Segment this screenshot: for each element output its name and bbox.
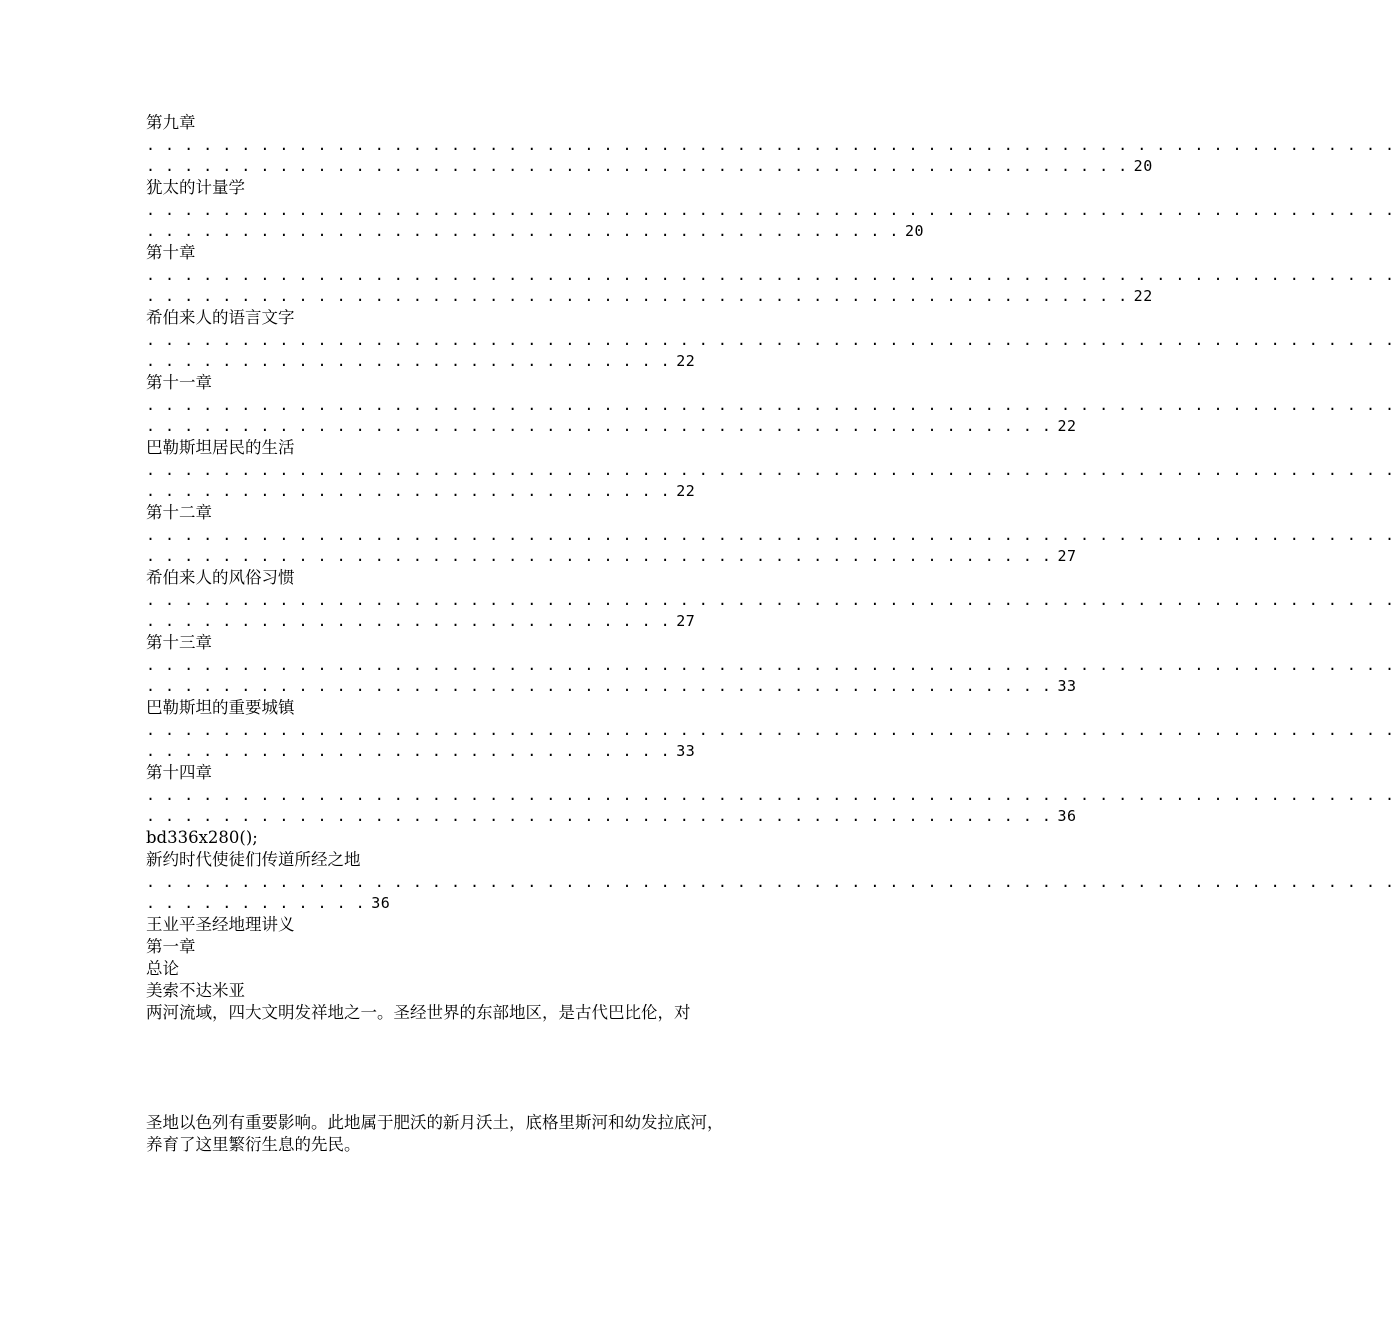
toc-entry-title: 新约时代使徒们传道所经之地 <box>146 850 361 869</box>
toc-page-number: 22 <box>1057 417 1077 435</box>
toc-page-number: 33 <box>676 742 696 760</box>
toc-leader-dots: . . . . . . . . . . . . . . . . . . . . . . . . . . . . . . . . . . . . . . . . . . . . . . . . . . . . . . . . . . . . . . . . . . <box>146 331 1395 349</box>
toc-entry <box>146 502 1395 567</box>
toc-entry-title: 巴勒斯坦的重要城镇 <box>146 698 295 717</box>
toc-entry-title: 第十章 <box>146 243 196 262</box>
toc-entry <box>146 242 1395 307</box>
toc-leader-dots: . . . . . . . . . . . . . . . . . . . . . . . . . . . . . . . . . . . . . . . . . . . . . . . . . . . . . . . . . . . . . . . . . . <box>146 201 1395 219</box>
toc-leader-line: . . . . . . . . . . . . . . . . . . . . . . . . . . . . . . . . . . . . . . . . . . . . . . . . 33 <box>146 677 1077 695</box>
toc-page-number: 20 <box>904 222 924 240</box>
table-of-contents <box>146 112 1395 827</box>
toc-entry <box>146 697 1395 762</box>
toc-leader-line: . . . . . . . . . . . . . . . . . . . . . . . . . . . . . . . . . . . . . . . . . . . . . . . . 27 <box>146 547 1077 565</box>
ad-code-text: bd336x280(); <box>146 828 258 847</box>
toc-entry <box>146 112 1395 177</box>
toc-leader-line: . . . . . . . . . . . . . . . . . . . . . . . . . . . . 22 <box>146 352 696 370</box>
toc-entry <box>146 177 1395 242</box>
toc-entry <box>146 372 1395 437</box>
toc-page-number: 22 <box>676 482 696 500</box>
book-title: 王业平圣经地理讲义 <box>146 915 295 934</box>
toc-leader-dots: . . . . . . . . . . . . . . . . . . . . . . . . . . . . . . . . . . . . . . . . . . . . . . . . . . . . . . . . . . . . . . . . . . <box>146 396 1395 414</box>
toc-entry-title: 希伯来人的风俗习惯 <box>146 568 295 587</box>
toc-leader-line: . . . . . . . . . . . . . . . . . . . . . . . . . . . . . . . . . . . . . . . . . . . . . . . . . . . . 22 <box>146 287 1153 305</box>
toc-entry-title: 希伯来人的语言文字 <box>146 308 295 327</box>
toc-entry <box>146 849 1395 914</box>
toc-entry <box>146 762 1395 827</box>
toc-page-number: 27 <box>676 612 696 630</box>
toc-leader-line: . . . . . . . . . . . . . . . . . . . . . . . . . . . . 22 <box>146 482 696 500</box>
toc-entry <box>146 632 1395 697</box>
toc-page-number: 20 <box>1133 157 1153 175</box>
toc-leader-dots: . . . . . . . . . . . . . . . . . . . . . . . . . . . . . . . . . . . . . . . . . . . . . . . . . . . . . . . . . . . . . . . . . . <box>146 873 1395 891</box>
toc-leader-dots: . . . . . . . . . . . . . . . . . . . . . . . . . . . . . . . . . . . . . . . . . . . . . . . . . . . . . . . . . . . . . . . . . . <box>146 136 1395 154</box>
toc-page-number: 22 <box>1133 287 1153 305</box>
chapter-heading: 第一章 <box>146 937 196 956</box>
toc-leader-line: . . . . . . . . . . . . 36 <box>146 894 391 912</box>
toc-page-number: 36 <box>371 894 391 912</box>
toc-entry-title: 犹太的计量学 <box>146 178 245 197</box>
toc-leader-dots: . . . . . . . . . . . . . . . . . . . . . . . . . . . . . . . . . . . . . . . . . . . . . . . . . . . . . . . . . . . . . . . . . . <box>146 526 1395 544</box>
page-gap <box>146 1024 806 1112</box>
toc-entry-title: 第十四章 <box>146 763 212 782</box>
toc-leader-line: . . . . . . . . . . . . . . . . . . . . . . . . . . . . . . . . . . . . . . . . . . . . . . . . 22 <box>146 417 1077 435</box>
toc-leader-dots: . . . . . . . . . . . . . . . . . . . . . . . . . . . . . . . . . . . . . . . . . . . . . . . . . . . . . . . . . . . . . . . . . . <box>146 786 1395 804</box>
toc-entry-title: 第十一章 <box>146 373 212 392</box>
paragraph-line: 圣地以色列有重要影响。此地属于肥沃的新月沃土，底格里斯河和幼发拉底河， <box>146 1113 724 1132</box>
toc-page-number: 33 <box>1057 677 1077 695</box>
toc-entry <box>146 307 1395 372</box>
toc-entry-title: 第十三章 <box>146 633 212 652</box>
toc-leader-line: . . . . . . . . . . . . . . . . . . . . . . . . . . . . 33 <box>146 742 696 760</box>
toc-leader-dots: . . . . . . . . . . . . . . . . . . . . . . . . . . . . . . . . . . . . . . . . . . . . . . . . . . . . . . . . . . . . . . . . . . <box>146 591 1395 609</box>
toc-entry-title: 第十二章 <box>146 503 212 522</box>
paragraph-line: 养育了这里繁衍生息的先民。 <box>146 1135 361 1154</box>
toc-leader-dots: . . . . . . . . . . . . . . . . . . . . . . . . . . . . . . . . . . . . . . . . . . . . . . . . . . . . . . . . . . . . . . . . . . <box>146 266 1395 284</box>
section-heading: 总论 <box>146 959 179 978</box>
toc-leader-line: . . . . . . . . . . . . . . . . . . . . . . . . . . . . . . . . . . . . . . . . . . . . . . . . 36 <box>146 807 1077 825</box>
subsection-heading: 美索不达米亚 <box>146 981 245 1000</box>
toc-entry-title: 巴勒斯坦居民的生活 <box>146 438 295 457</box>
toc-entry-title: 第九章 <box>146 113 196 132</box>
toc-page-number: 36 <box>1057 807 1077 825</box>
toc-entry <box>146 437 1395 502</box>
toc-leader-line: . . . . . . . . . . . . . . . . . . . . . . . . . . . . 27 <box>146 612 696 630</box>
document-page <box>146 112 1395 1156</box>
toc-entry <box>146 567 1395 632</box>
toc-leader-dots: . . . . . . . . . . . . . . . . . . . . . . . . . . . . . . . . . . . . . . . . . . . . . . . . . . . . . . . . . . . . . . . . . . <box>146 656 1395 674</box>
paragraph-line: 两河流域，四大文明发祥地之一。圣经世界的东部地区，是古代巴比伦，对 <box>146 1003 691 1022</box>
toc-leader-dots: . . . . . . . . . . . . . . . . . . . . . . . . . . . . . . . . . . . . . . . . . . . . . . . . . . . . . . . . . . . . . . . . . . <box>146 461 1395 479</box>
toc-page-number: 27 <box>1057 547 1077 565</box>
toc-page-number: 22 <box>676 352 696 370</box>
toc-leader-dots: . . . . . . . . . . . . . . . . . . . . . . . . . . . . . . . . . . . . . . . . . . . . . . . . . . . . . . . . . . . . . . . . . . <box>146 721 1395 739</box>
toc-leader-line: . . . . . . . . . . . . . . . . . . . . . . . . . . . . . . . . . . . . . . . . . . . . . . . . . . . . 20 <box>146 157 1153 175</box>
toc-leader-line: . . . . . . . . . . . . . . . . . . . . . . . . . . . . . . . . . . . . . . . . 20 <box>146 222 924 240</box>
